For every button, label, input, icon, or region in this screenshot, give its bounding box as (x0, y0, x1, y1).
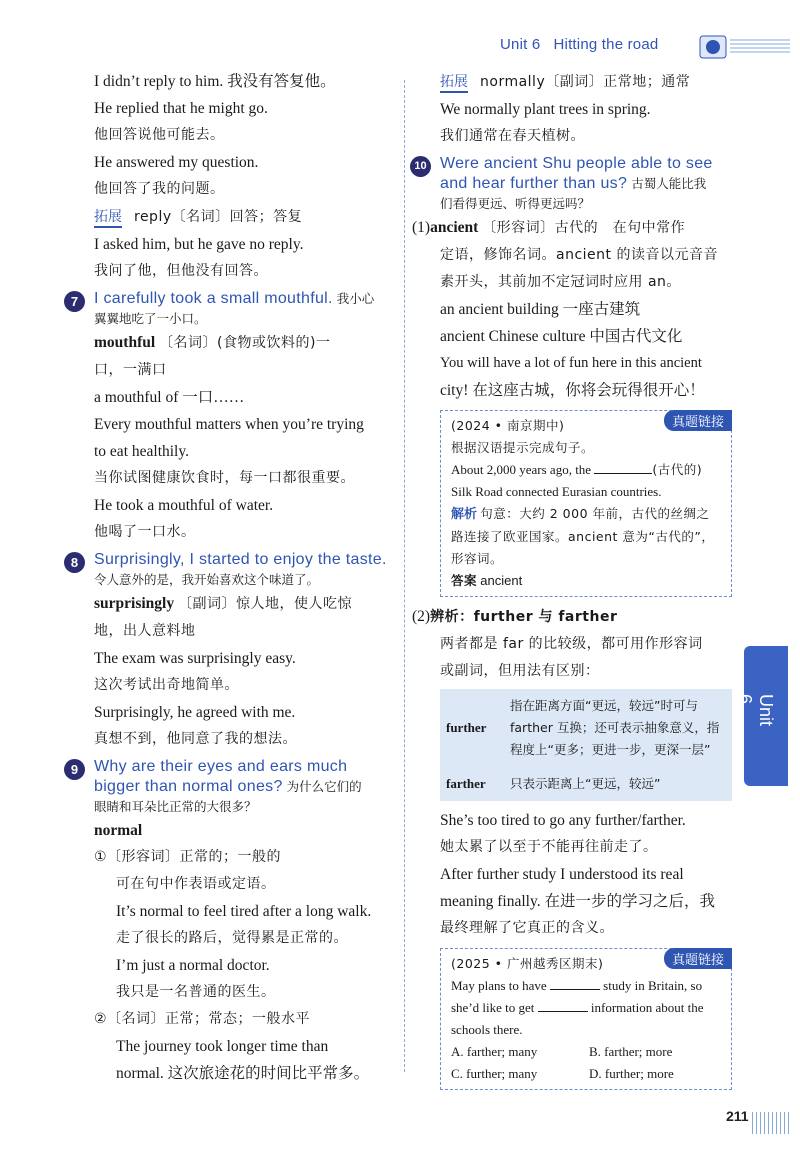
example: to eat healthily. (94, 443, 189, 460)
key-sentence: Surprisingly, I started to enjoy the taste. (94, 551, 387, 568)
key-sentence-zh: 眼睛和耳朵比正常的大很多？ (94, 799, 257, 814)
example: normal. 这次旅途花的时间比平常多。 (116, 1065, 370, 1082)
example: After further study I understood its real (440, 866, 684, 883)
example-zh: 走了很长的路后，觉得累是正常的。 (116, 930, 348, 946)
question-text: schools there. (451, 1022, 523, 1037)
table-key: further (446, 720, 487, 735)
question-text: she’d like to get (451, 1000, 535, 1015)
unit-title: Hitting the road (553, 36, 659, 53)
keyword: normal (94, 822, 143, 839)
example: It’s normal to feel tired after a long walk. (116, 903, 372, 920)
example: I didn’t reply to him. 我没有答复他。 (94, 73, 336, 90)
definition: 素开头，其前加不定冠词时应用 an。 (440, 274, 681, 290)
table-row (440, 689, 732, 767)
table-key: farther (446, 776, 486, 791)
section-number: 8 (64, 552, 85, 573)
example: ancient Chinese culture 中国古代文化 (440, 328, 683, 345)
section-number: 9 (64, 759, 85, 780)
example: Every mouthful matters when you’re trying (94, 416, 364, 433)
example: He replied that he might go. (94, 100, 268, 117)
section-9 (70, 757, 390, 817)
explanation-text: 路连接了欧亚国家。ancient 意为“古代的”， (451, 529, 715, 544)
keyword: surprisingly (94, 595, 175, 612)
point-title: 辨析：further 与 farther (430, 609, 618, 625)
definition: 〔形容词〕古代的 在句中常作 (482, 220, 686, 236)
example: He answered my question. (94, 154, 259, 171)
question-text: information about the (590, 1000, 704, 1015)
key-sentence: bigger than normal ones? (94, 778, 283, 795)
example-zh: 他回答了我的问题。 (94, 181, 225, 197)
example: She’s too tired to go any further/farther. (440, 812, 686, 829)
example: I’m just a normal doctor. (116, 957, 270, 974)
example: We normally plant trees in spring. (440, 101, 651, 118)
keyword: ancient (430, 219, 479, 236)
example-zh: 我问了他，但他没有回答。 (94, 263, 268, 279)
option-b: B. farther; more (589, 1044, 673, 1059)
key-sentence: Why are their eyes and ears much (94, 758, 348, 775)
example: city! 在这座古城，你将会玩得很开心！ (440, 382, 705, 399)
example: meaning finally. 在进一步的学习之后，我 (440, 893, 715, 910)
section-10 (414, 154, 732, 214)
comparison-table (440, 689, 732, 801)
table-row (440, 767, 732, 801)
unit-side-tab (735, 646, 788, 786)
answer-blank (538, 1011, 588, 1012)
exam-link-box (440, 410, 732, 597)
example-zh: 我们通常在春天植树。 (440, 128, 585, 144)
page-header (500, 36, 658, 53)
key-sentence-zh: 我小心 (336, 291, 375, 306)
section-number: 10 (410, 156, 431, 177)
table-value: 只表示距离上“更远，较远” (510, 776, 661, 791)
example: The exam was surprisingly easy. (94, 650, 296, 667)
exam-link-tag: 真题链接 (664, 410, 732, 431)
example: He took a mouthful of water. (94, 497, 274, 514)
left-column (70, 68, 390, 1087)
exam-source: (2025 • 广州越秀区期末) (451, 956, 604, 971)
extension-text: normally〔副词〕正常地；通常 (480, 74, 691, 90)
extension-label: 拓展 (440, 73, 468, 93)
example: You will have a lot of fun here in this ancient (440, 355, 702, 371)
key-sentence-zh: 翼翼地吃了一小口。 (94, 311, 207, 326)
table-value: 指在距离方面“更远，较远”时可与 farther 互换；还可表示抽象意义，指程度上“更多；更进一步，更深一层” (510, 698, 720, 757)
example: The journey took longer time than (116, 1038, 329, 1055)
right-column (412, 68, 732, 1096)
extension-text: reply〔名词〕回答；答复 (134, 209, 303, 225)
page-number-decoration (752, 1112, 792, 1134)
explanation-text: 句意：大约 2 000 年前，古代的丝绸之 (480, 506, 710, 521)
definition: 口，一满口 (94, 362, 167, 378)
answer-text: ancient (480, 573, 523, 588)
option-d: D. further; more (589, 1066, 674, 1081)
point-label: (2) (412, 608, 431, 625)
example-zh: 他喝了一口水。 (94, 524, 196, 540)
key-sentence-zh: 为什么它们的 (286, 779, 362, 794)
example-zh: 真想不到，他同意了我的想法。 (94, 731, 297, 747)
question-text: May plans to have (451, 978, 547, 993)
example-zh: 当你试图健康饮食时，每一口都很重要。 (94, 470, 355, 486)
example-zh: 他回答说他可能去。 (94, 127, 225, 143)
explanation-label: 解析 (451, 507, 478, 522)
meaning-1: ①〔形容词〕正常的；一般的 (94, 849, 282, 865)
exam-instruction: 根据汉语提示完成句子。 (451, 440, 595, 455)
key-sentence-zh: 令人意外的是，我开始喜欢这个味道了。 (94, 572, 320, 587)
example-zh: 最终理解了它真正的含义。 (440, 920, 614, 936)
definition: 〔名词〕(食物或饮料的)一 (159, 335, 331, 351)
column-divider (404, 80, 405, 1072)
section-number: 7 (64, 291, 85, 312)
section-7 (70, 289, 390, 329)
point-label: (1) (412, 219, 431, 236)
exam-link-box (440, 948, 732, 1090)
question-hint: (古代的) (652, 462, 703, 477)
answer-blank (594, 473, 652, 474)
meaning-2: ②〔名词〕正常；常态；一般水平 (94, 1011, 311, 1027)
example: a mouthful of 一口…… (94, 389, 245, 406)
example-zh: 她太累了以至于不能再往前走了。 (440, 839, 658, 855)
page-number: 211 (726, 1108, 749, 1124)
side-tab-label: Unit 6 (735, 694, 776, 727)
definition: 〔副词〕惊人地，使人吃惊 (177, 596, 352, 612)
extension-label: 拓展 (94, 208, 122, 228)
definition: 地，出人意料地 (94, 623, 196, 639)
example-zh: 我只是一名普通的医生。 (116, 984, 276, 1000)
example-zh: 这次考试出奇地简单。 (94, 677, 239, 693)
question-text: study in Britain, so (603, 978, 703, 993)
answer-label: 答案 (451, 573, 478, 588)
example: Surprisingly, he agreed with me. (94, 704, 296, 721)
section-8 (70, 550, 390, 590)
option-a: A. farther; many (451, 1044, 538, 1059)
key-sentence: I carefully took a small mouthful. (94, 290, 333, 307)
option-c: C. further; many (451, 1066, 538, 1081)
unit-label: Unit 6 (500, 36, 541, 53)
explanation-text: 形容词。 (451, 551, 504, 566)
key-sentence: Were ancient Shu people able to see (440, 155, 713, 172)
question-text: About 2,000 years ago, the (451, 462, 592, 477)
key-sentence-zh: 们看得更远、听得更远吗？ (440, 196, 591, 211)
exam-source: (2024 • 南京期中) (451, 418, 565, 433)
header-decoration-icon (680, 30, 790, 64)
point-text: 或副词，但用法有区别： (440, 663, 600, 679)
keyword: mouthful (94, 334, 156, 351)
exam-link-tag: 真题链接 (664, 948, 732, 969)
example: an ancient building 一座古建筑 (440, 301, 641, 318)
example: I asked him, but he gave no reply. (94, 236, 304, 253)
key-sentence-zh: 古蜀人能比我 (631, 176, 707, 191)
usage-note: 可在句中作表语或定语。 (116, 876, 276, 892)
point-text: 两者都是 far 的比较级，都可用作形容词 (440, 636, 703, 652)
question-text: Silk Road connected Eurasian countries. (451, 484, 662, 499)
definition: 定语，修饰名词。ancient 的读音以元音音 (440, 247, 718, 263)
answer-blank (550, 989, 600, 990)
key-sentence: and hear further than us? (440, 175, 628, 192)
